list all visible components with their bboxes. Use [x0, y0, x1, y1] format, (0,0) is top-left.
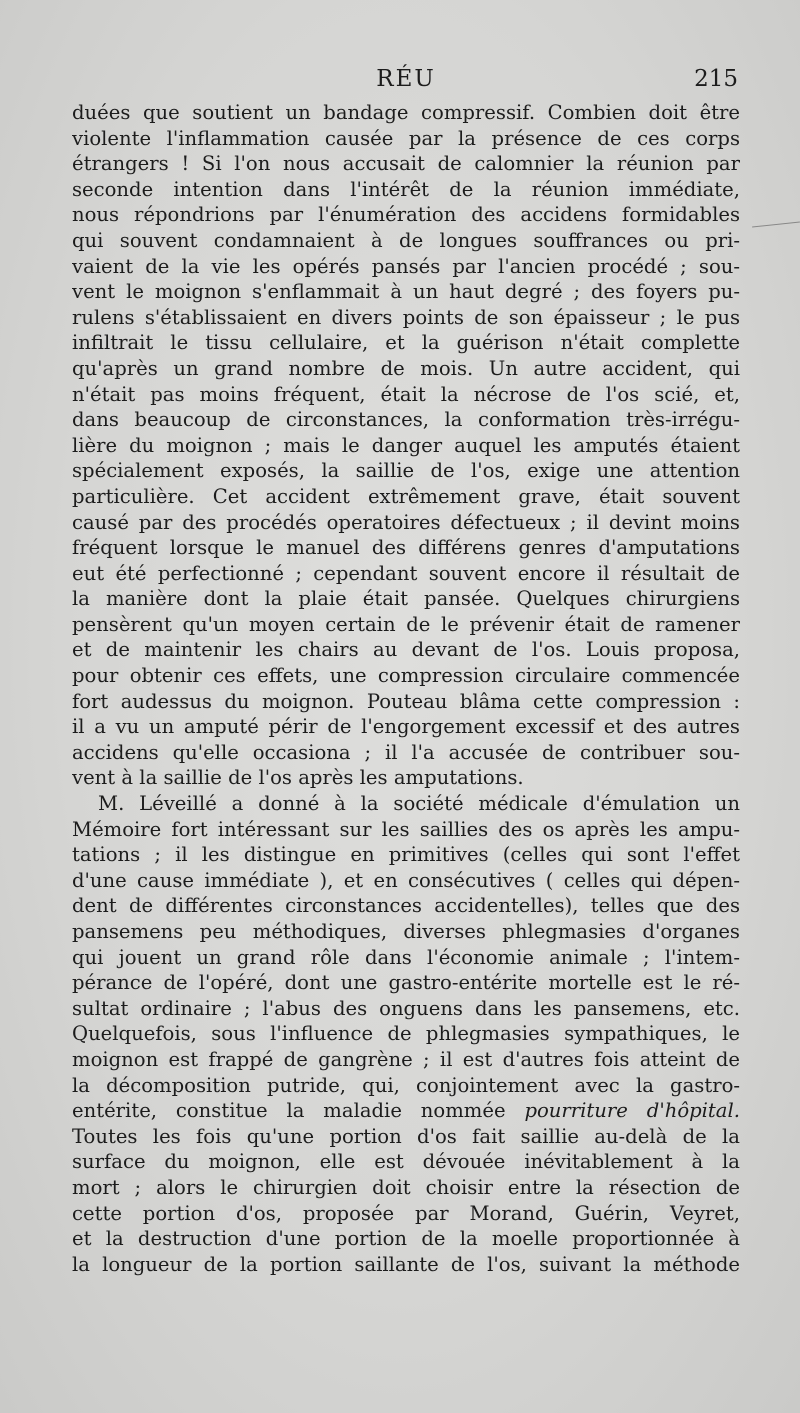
- text-line: sultat ordinaire ; l'abus des onguens dans les pansemens, etc.: [72, 996, 740, 1020]
- text-line: cette portion d'os, proposée par Morand, Guérin, Veyret,: [72, 1201, 740, 1225]
- text-line: pérance de l'opéré, dont une gastro-entérite mortelle est le ré-: [72, 971, 740, 995]
- page-number: 215: [694, 66, 738, 92]
- text-line: Toutes les fois qu'une portion d'os fait saillie au-delà de la: [72, 1124, 740, 1148]
- text-line: duées que soutient un bandage compressif. Combien doit être: [72, 101, 740, 124]
- text-line: d'une cause immédiate ), et en consécutives ( celles qui dépen-: [72, 868, 740, 892]
- text-line: nous répondrions par l'énumération des accidens formidables: [72, 203, 740, 227]
- text-line: vaient de la vie les opérés pansés par l'ancien procédé ; sou-: [72, 254, 740, 278]
- text-line: fréquent lorsque le manuel des différens genres d'amputations: [72, 536, 740, 560]
- text-line: qui jouent un grand rôle dans l'économie animale ; l'intem-: [72, 945, 740, 969]
- text-line: la manière dont la plaie était pansée. Quelques chirurgiens: [72, 587, 740, 611]
- text-line: pensèrent qu'un moyen certain de le prévenir était de ramener: [72, 612, 740, 636]
- text-line: causé par des procédés operatoires défectueux ; il devint moins: [72, 510, 740, 534]
- text-line: étrangers ! Si l'on nous accusait de calomnier la réunion par: [72, 152, 740, 176]
- text-segment: entérite, constitue la maladie nommée: [72, 1099, 506, 1123]
- text-line: qu'après un grand nombre de mois. Un autre accident, qui: [72, 356, 740, 380]
- text-line: infiltrait le tissu cellulaire, et la guérison n'était complette: [72, 331, 740, 355]
- text-line: lière du moignon ; mais le danger auquel les amputés étaient: [72, 433, 740, 457]
- text-line: violente l'inflammation causée par la présence de ces corps: [72, 126, 740, 150]
- running-title: RÉU: [376, 66, 436, 92]
- text-line: et de maintenir les chairs au devant de l'os. Louis proposa,: [72, 638, 740, 662]
- text-line: pour obtenir ces effets, une compression circulaire commencée: [72, 664, 740, 688]
- text-line: n'était pas moins fréquent, était la nécrose de l'os scié, et,: [72, 382, 740, 406]
- text-line: Quelquefois, sous l'influence de phlegmasies sympathiques, le: [72, 1022, 740, 1046]
- text-line: et la destruction d'une portion de la moelle proportionnée à: [72, 1227, 740, 1251]
- text-line: tations ; il les distingue en primitives (celles qui sont l'effet: [72, 843, 740, 867]
- text-line: fort audessus du moignon. Pouteau blâma cette compression :: [72, 689, 740, 713]
- text-line: il a vu un amputé périr de l'engorgement excessif et des autres: [72, 715, 740, 739]
- text-line: qui souvent condamnaient à de longues souffrances ou pri-: [72, 228, 740, 252]
- text-line: mort ; alors le chirurgien doit choisir entre la résection de: [72, 1175, 740, 1199]
- text-line: seconde intention dans l'intérêt de la réunion immédiate,: [72, 177, 740, 201]
- text-line: la décomposition putride, qui, conjointement avec la gastro-: [72, 1073, 740, 1097]
- paragraph-end-line: vent à la saillie de l'os après les amputations.: [72, 766, 524, 790]
- text-line: pansemens peu méthodiques, diverses phlegmasies d'organes: [72, 920, 740, 943]
- text-line: dans beaucoup de circonstances, la conformation très-irrégu-: [72, 408, 740, 432]
- text-line: rulens s'établissaient en divers points de son épaisseur ; le pus: [72, 305, 740, 329]
- text-line: surface du moignon, elle est dévouée inévitablement à la: [72, 1150, 740, 1174]
- text-line: particulière. Cet accident extrêmement grave, était souvent: [72, 484, 740, 508]
- text-line: eut été perfectionné ; cependant souvent encore il résultait de: [72, 561, 740, 585]
- text-line: dent de différentes circonstances accidentelles), telles que des: [72, 894, 740, 918]
- paragraph-start-line: M. Léveillé a donné à la société médicale d'émulation un: [98, 792, 740, 816]
- page-header: [72, 66, 740, 100]
- margin-pencil-mark: [752, 221, 800, 227]
- italic-term: pourriture d'hôpital.: [524, 1099, 740, 1123]
- text-line: moignon est frappé de gangrène ; il est d'autres fois atteint de: [72, 1047, 740, 1071]
- text-line-with-italic: [72, 1098, 740, 1124]
- text-line: accidens qu'elle occasiona ; il l'a accusée de contribuer sou-: [72, 740, 740, 764]
- body-text: [72, 100, 740, 1277]
- text-line: la longueur de la portion saillante de l'os, suivant la méthode: [72, 1252, 740, 1276]
- text-line: Mémoire fort intéressant sur les saillies des os après les ampu-: [72, 817, 740, 841]
- text-line: spécialement exposés, la saillie de l'os, exige une attention: [72, 459, 740, 483]
- text-line: vent le moignon s'enflammait à un haut degré ; des foyers pu-: [72, 280, 740, 304]
